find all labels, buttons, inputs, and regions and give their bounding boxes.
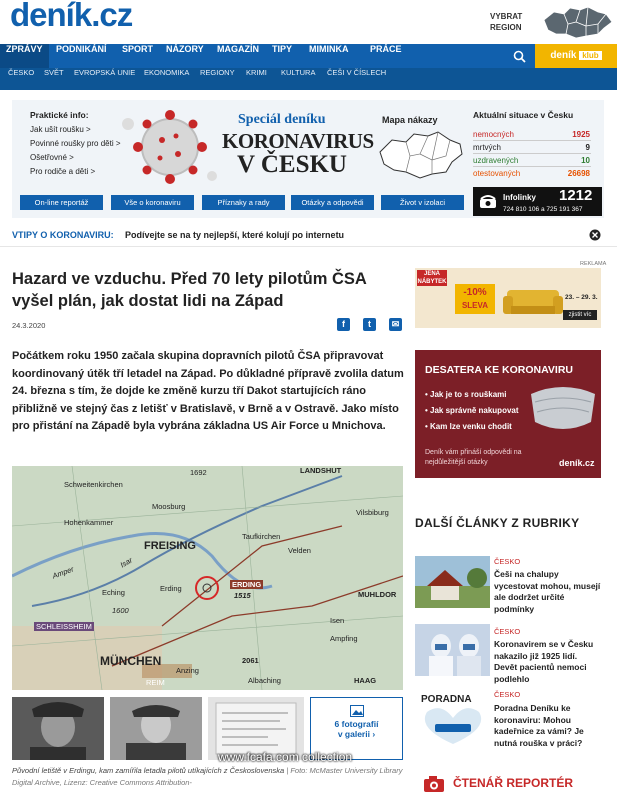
banner-headline-2: V ČESKU: [237, 151, 347, 178]
infection-map[interactable]: [376, 128, 466, 182]
isolation-button[interactable]: Život v izolaci: [381, 195, 464, 210]
subnav-item-svet[interactable]: SVĚT: [44, 68, 64, 77]
twitter-share-icon[interactable]: t: [363, 318, 376, 331]
related-category[interactable]: ČESKO: [494, 690, 521, 699]
denik-klub-button[interactable]: deník klub: [535, 44, 617, 68]
infection-map-label[interactable]: Mapa nákazy: [382, 115, 438, 125]
email-share-icon[interactable]: ✉: [389, 318, 402, 331]
special-label: Speciál deníku: [238, 112, 326, 127]
practical-link[interactable]: Jak ušít roušku >: [30, 125, 91, 134]
symptoms-button[interactable]: Příznaky a rady: [202, 195, 285, 210]
reader-reporter-banner[interactable]: ČTENÁŘ REPORTÉR: [415, 772, 601, 798]
related-category[interactable]: ČESKO: [494, 627, 521, 636]
ad-cta-button[interactable]: zjistit víc: [563, 310, 597, 320]
stat-label: uzdravených: [473, 156, 519, 165]
stat-value: 26698: [567, 169, 590, 178]
ad-brand: JENA NÁBYTEK: [417, 271, 447, 285]
site-header: [0, 0, 617, 44]
nav-item-nazory[interactable]: NÁZORY: [166, 44, 204, 54]
practical-info-title: Praktické info:: [30, 110, 89, 120]
sale-badge: -10% SLEVA: [455, 284, 495, 314]
nav-item-prace[interactable]: PRÁCE: [370, 44, 402, 54]
subnav-item-regiony[interactable]: REGIONY: [200, 68, 235, 77]
practical-link[interactable]: Ošetřovné >: [30, 153, 74, 162]
image-caption: Původní letiště v Erdingu, kam zamířila letadla pilotů utíkajících z Československa | Foto: McMaster University Library Digital Archive, Lizenz: Creative Commons Attribution-: [12, 766, 403, 787]
practical-link[interactable]: Povinné roušky pro děti >: [30, 139, 121, 148]
gallery-thumb-photo[interactable]: [110, 697, 202, 760]
sofa-illustration: [503, 278, 563, 320]
poradna-label: PORADNA: [421, 694, 472, 705]
related-article-thumb[interactable]: [415, 692, 490, 744]
watermark-text: www.fcafa.com collection: [218, 750, 353, 764]
denik-logo-small: deník.cz: [559, 458, 595, 468]
infolinka-box[interactable]: Infolinky 1212 724 810 106 a 725 191 367: [473, 187, 602, 216]
subnav-item-ekonomika[interactable]: EKONOMIKA: [144, 68, 190, 77]
banner-headline-1: KORONAVIRUS: [222, 129, 374, 153]
stat-value: 10: [581, 156, 590, 165]
nav-item-magazin[interactable]: MAGAZÍN: [217, 44, 259, 54]
nav-item-podnikani[interactable]: PODNIKÁNÍ: [56, 44, 107, 54]
virus-illustration: [118, 104, 222, 190]
search-icon[interactable]: [513, 50, 526, 63]
stat-label: nemocných: [473, 130, 514, 139]
article-date: 24.3.2020: [12, 321, 46, 330]
nav-item-tipy[interactable]: TIPY: [272, 44, 293, 54]
tips-label: VTIPY O KORONAVIRU:: [12, 230, 114, 240]
subnav-item-eu[interactable]: EVROPSKÁ UNIE: [74, 68, 136, 77]
phone-icon: [479, 193, 497, 209]
region-selector-label[interactable]: VYBRAT REGION: [490, 12, 523, 32]
main-nav: [0, 44, 617, 68]
sub-nav: [0, 68, 617, 90]
nav-item-sport[interactable]: SPORT: [122, 44, 154, 54]
stat-value: 9: [585, 143, 590, 152]
furniture-ad[interactable]: JENA NÁBYTEK -10% SLEVA 23. – 29. 3. zjistit víc: [415, 268, 601, 328]
tips-bar: [0, 225, 617, 247]
stat-label: mrtvých: [473, 143, 501, 152]
article-title: Hazard ve vzduchu. Před 70 lety pilotům ČSA vyšel plán, jak dostat lidi na Západ: [12, 270, 367, 310]
tips-link[interactable]: Podívejte se na ty nejlepší, které kolují po internetu: [125, 230, 345, 240]
related-article-title[interactable]: Poradna Deníku ke koronaviru: Mohou kadeřnice za vámi? Je nutná rouška v práci?: [494, 703, 584, 748]
related-article-title[interactable]: Koronavirem se v Česku nakazilo již 1925 lidí. Devět pacientů nemoci podlehlo: [494, 639, 594, 684]
related-article-thumb[interactable]: [415, 624, 490, 676]
qa-button[interactable]: Otázky a odpovědi: [291, 195, 374, 210]
coronavirus-guide-promo[interactable]: DESATERA KE KORONAVIRU • Jak je to s rouškami • Jak správně nakupovat • Kam lze venku chodit Deník vám přináší odpovědi na nejdůležitější otázky deník.cz: [415, 350, 601, 478]
subnav-item-krimi[interactable]: KRIMI: [246, 68, 267, 77]
subnav-item-cesi-v-cislech[interactable]: ČEŠI V ČÍSLECH: [327, 68, 387, 77]
status-title: Aktuální situace v Česku: [473, 110, 574, 120]
related-article-title[interactable]: Češi na chalupy vycestovat mohou, musejí ale dodržet určité podmínky: [494, 569, 601, 614]
camera-icon: [423, 775, 445, 793]
face-mask-illustration: [525, 374, 601, 444]
klub-badge: klub: [579, 51, 601, 60]
photo-icon: [350, 705, 364, 717]
related-article-thumb[interactable]: [415, 556, 490, 608]
stat-label: otestovaných: [473, 169, 521, 178]
practical-link[interactable]: Pro rodiče a děti >: [30, 167, 96, 176]
site-logo[interactable]: deník.cz: [10, 0, 133, 33]
stat-value: 1925: [572, 130, 590, 139]
related-category[interactable]: ČESKO: [494, 557, 521, 566]
facebook-share-icon[interactable]: f: [337, 318, 350, 331]
gallery-thumb-photo[interactable]: [12, 697, 104, 760]
online-report-button[interactable]: On-line reportáž: [20, 195, 103, 210]
gallery-button[interactable]: 6 fotografií v galerii ›: [310, 697, 403, 760]
subnav-item-kultura[interactable]: KULTURA: [281, 68, 316, 77]
related-articles-title: DALŠÍ ČLÁNKY Z RUBRIKY: [415, 516, 580, 530]
all-about-covid-button[interactable]: Vše o koronaviru: [111, 195, 194, 210]
subnav-item-cesko[interactable]: ČESKO: [8, 68, 35, 77]
article-map-image[interactable]: 1692 LANDSHUT Schweitenkirchen Moosburg Vilsbiburg Hohenkammer FREISING Taufkirchen Velden ERDING 1515 Eching Erding MUHLDOR SCHLEISSHEIM 1600 Isen Ampfing MÜNCHEN 2061 Anzing REIM Albaching HAAG Amper Isar: [12, 466, 403, 690]
czech-map-icon[interactable]: [540, 4, 614, 40]
nav-item-zpravy[interactable]: ZPRÁVY: [0, 44, 49, 68]
ad-label: REKLAMA: [580, 261, 607, 267]
close-icon[interactable]: [589, 229, 601, 241]
nav-item-miminka[interactable]: MIMINKA: [309, 44, 349, 54]
historic-map-drawing: [12, 466, 403, 690]
article-perex: Počátkem roku 1950 začala skupina dopravních pilotů ČSA připravovat koordinovaný útěk tří letadel na Západ. Po důkladné přípravě zvolila datum 24. března s tím, že dojde ke změně kurzu tří Dakot startujících ráno přibližně ve stejný čas z letišť v Bratislavě, v Brně a v Ostravě. Jako místo pro přistání na Západě byla vybrána základna US Air Force u Mnichova.: [12, 350, 404, 432]
